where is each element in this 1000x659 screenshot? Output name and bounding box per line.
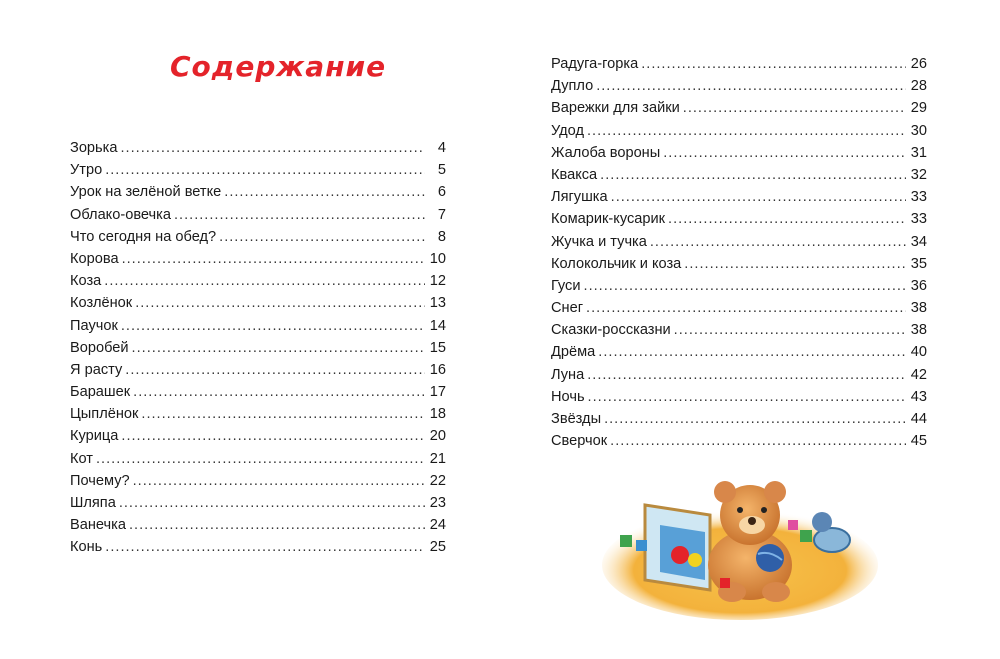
toc-entry xyxy=(551,53,927,75)
toc-entry xyxy=(70,137,446,159)
toc-entry-page-number: 26 xyxy=(910,56,927,72)
toc-entry-page-number: 35 xyxy=(910,255,927,272)
toc-entry xyxy=(70,204,446,226)
toc-entry-page-number: 31 xyxy=(910,144,927,161)
toc-dot-leader xyxy=(133,470,425,492)
toc-entry xyxy=(551,253,927,275)
toc-entry-page-number: 17 xyxy=(429,384,446,401)
toc-dot-leader xyxy=(129,514,425,536)
toc-dot-leader xyxy=(674,319,906,341)
toc-entry-page-number: 32 xyxy=(910,166,927,183)
toy-block-shape xyxy=(620,535,632,547)
toc-entry-page-number: 36 xyxy=(910,277,927,294)
toc-entry-page-number: 34 xyxy=(910,233,927,250)
toc-entry-page-number: 42 xyxy=(910,366,927,383)
toc-entry-page-number: 20 xyxy=(429,428,446,445)
toc-entry-page-number: 22 xyxy=(429,472,446,489)
toc-dot-leader xyxy=(650,231,906,253)
toc-entry xyxy=(551,430,927,452)
toc-entry-page-number: 28 xyxy=(910,78,927,95)
toc-entry-title: Ночь xyxy=(551,388,585,405)
teddy-bear-with-toys-illustration xyxy=(600,470,880,620)
toc-dot-leader xyxy=(598,341,906,363)
toc-entry-page-number: 6 xyxy=(437,184,446,201)
toc-dot-leader xyxy=(96,448,425,470)
toc-entry xyxy=(551,341,927,363)
toc-entry-page-number: 29 xyxy=(910,100,927,117)
toc-dot-leader xyxy=(663,142,906,164)
toc-dot-leader xyxy=(219,226,425,248)
toy-box-shape xyxy=(645,505,710,590)
toc-dot-leader xyxy=(596,75,906,97)
right-page xyxy=(500,0,1000,659)
toc-dot-leader xyxy=(133,381,425,403)
toc-entry-title: Сказки-россказни xyxy=(551,322,671,339)
toc-entry-title: Жалоба вороны xyxy=(551,144,661,161)
toc-entry-title: Утро xyxy=(70,162,103,179)
toc-list-right xyxy=(551,53,927,452)
toc-entry-title: Сверчок xyxy=(551,433,608,450)
toc-entry-page-number: 33 xyxy=(910,211,927,228)
toc-entry-title: Цыплёнок xyxy=(70,406,139,423)
toc-entry-title: Снег xyxy=(551,300,584,317)
toc-entry xyxy=(70,270,446,292)
toc-entry-page-number: 5 xyxy=(437,162,446,179)
toc-entry-page-number: 8 xyxy=(437,228,446,245)
toc-entry-title: Барашек xyxy=(70,384,131,401)
toc-dot-leader xyxy=(141,403,425,425)
toc-dot-leader xyxy=(121,315,425,337)
toc-entry xyxy=(70,514,446,536)
toc-dot-leader xyxy=(105,536,425,558)
toc-entry-page-number: 45 xyxy=(910,433,927,450)
page-title: Содержание xyxy=(170,50,387,83)
toc-entry-page-number: 40 xyxy=(910,344,927,361)
toc-entry xyxy=(70,248,446,270)
toc-entry-page-number: 33 xyxy=(910,189,927,206)
toc-dot-leader xyxy=(587,120,906,142)
toc-entry-title: Комарик-кусарик xyxy=(551,211,666,228)
toc-dot-leader xyxy=(668,208,906,230)
toc-entry-page-number: 24 xyxy=(429,517,446,534)
toc-entry-page-number: 21 xyxy=(429,450,446,467)
toc-entry-title: Звёзды xyxy=(551,411,602,427)
toc-entry-page-number: 15 xyxy=(429,339,446,356)
toc-entry xyxy=(70,381,446,403)
toc-entry-title: Зорька xyxy=(70,140,118,156)
toc-entry-title: Паучок xyxy=(70,317,118,334)
toc-entry xyxy=(70,403,446,425)
toc-entry xyxy=(70,181,446,203)
toy-block-shape xyxy=(800,530,812,542)
toc-entry xyxy=(70,425,446,447)
toc-entry-page-number: 16 xyxy=(429,361,446,378)
toy-block-shape xyxy=(720,578,730,588)
toc-entry xyxy=(70,315,446,337)
toc-entry-title: Квакса xyxy=(551,166,598,183)
toc-entry-title: Варежки для зайки xyxy=(551,100,680,117)
toc-dot-leader xyxy=(684,253,906,275)
toc-entry-title: Курица xyxy=(70,428,119,445)
toc-entry-page-number: 43 xyxy=(910,388,927,405)
toc-entry-title: Дрёма xyxy=(551,344,596,361)
toc-dot-leader xyxy=(584,275,906,297)
toc-entry-page-number: 38 xyxy=(910,322,927,339)
toc-entry xyxy=(70,536,446,558)
toy-ball-shape xyxy=(812,512,832,532)
toc-entry-page-number: 18 xyxy=(429,406,446,423)
toc-entry-title: Корова xyxy=(70,250,119,267)
toc-entry-title: Коза xyxy=(70,273,102,290)
toc-dot-leader xyxy=(174,204,425,226)
toc-entry-page-number: 23 xyxy=(429,495,446,511)
toc-entry-title: Лягушка xyxy=(551,189,608,206)
toc-entry-title: Шляпа xyxy=(70,495,116,511)
toc-entry-page-number: 10 xyxy=(429,250,446,267)
toc-entry-title: Гуси xyxy=(551,277,581,294)
toc-entry-page-number: 14 xyxy=(429,317,446,334)
toc-entry-page-number: 30 xyxy=(910,122,927,139)
toc-entry-title: Жучка и тучка xyxy=(551,233,647,250)
toc-entry xyxy=(70,448,446,470)
toc-entry-page-number: 44 xyxy=(910,411,927,427)
toc-dot-leader xyxy=(587,364,906,386)
toc-entry-title: Козлёнок xyxy=(70,295,133,312)
toc-entry xyxy=(551,275,927,297)
toc-entry-title: Я расту xyxy=(70,361,123,378)
toc-entry-page-number: 7 xyxy=(437,206,446,223)
toc-dot-leader xyxy=(600,164,906,186)
toc-dot-leader xyxy=(121,425,425,447)
toc-dot-leader xyxy=(604,408,906,430)
toc-entry xyxy=(70,159,446,181)
toc-dot-leader xyxy=(224,181,425,203)
toc-entry xyxy=(551,408,927,430)
toc-entry-title: Кот xyxy=(70,450,93,467)
toc-entry xyxy=(551,120,927,142)
toc-entry-title: Колокольчик и коза xyxy=(551,255,682,272)
toc-entry xyxy=(551,75,927,97)
toc-entry-page-number: 12 xyxy=(429,273,446,290)
toc-dot-leader xyxy=(119,492,425,514)
toc-dot-leader xyxy=(641,53,906,75)
toc-dot-leader xyxy=(125,359,425,381)
toc-entry xyxy=(551,97,927,119)
toc-entry xyxy=(551,186,927,208)
toc-entry-title: Дупло xyxy=(551,78,594,95)
toc-entry-page-number: 38 xyxy=(910,300,927,317)
toc-entry xyxy=(70,470,446,492)
toc-dot-leader xyxy=(104,270,425,292)
toc-entry-title: Что сегодня на обед? xyxy=(70,228,217,245)
toc-entry xyxy=(70,359,446,381)
toc-list-left xyxy=(70,137,446,559)
toc-dot-leader xyxy=(683,97,906,119)
toc-entry xyxy=(70,292,446,314)
toc-entry xyxy=(551,297,927,319)
toc-entry-title: Облако-овечка xyxy=(70,206,171,223)
toc-entry xyxy=(551,386,927,408)
toc-dot-leader xyxy=(122,248,425,270)
toy-block-shape xyxy=(788,520,798,530)
toc-entry-title: Удод xyxy=(551,122,584,139)
toc-entry xyxy=(551,231,927,253)
toc-entry xyxy=(551,208,927,230)
toc-dot-leader xyxy=(586,297,906,319)
toc-entry xyxy=(551,142,927,164)
toc-entry-title: Воробей xyxy=(70,339,129,356)
toc-entry-page-number: 25 xyxy=(429,539,446,556)
toc-dot-leader xyxy=(135,292,425,314)
toc-entry-title: Радуга-горка xyxy=(551,56,639,72)
toc-dot-leader xyxy=(132,337,425,359)
toc-dot-leader xyxy=(120,137,425,159)
toc-dot-leader xyxy=(611,186,906,208)
toc-entry-title: Ванечка xyxy=(70,517,126,534)
toc-dot-leader xyxy=(588,386,906,408)
toc-entry-page-number: 4 xyxy=(437,140,446,156)
toc-entry xyxy=(70,337,446,359)
toc-dot-leader xyxy=(610,430,906,452)
toc-entry xyxy=(551,164,927,186)
toc-entry xyxy=(551,364,927,386)
toc-entry xyxy=(70,226,446,248)
toc-entry-page-number: 13 xyxy=(429,295,446,312)
toc-entry-title: Урок на зелёной ветке xyxy=(70,184,222,201)
toc-entry xyxy=(70,492,446,514)
toc-entry-title: Луна xyxy=(551,366,585,383)
toc-dot-leader xyxy=(105,159,425,181)
toc-entry-title: Почему? xyxy=(70,472,130,489)
toc-entry xyxy=(551,319,927,341)
toy-block-shape xyxy=(636,540,647,551)
toc-entry-title: Конь xyxy=(70,539,103,556)
